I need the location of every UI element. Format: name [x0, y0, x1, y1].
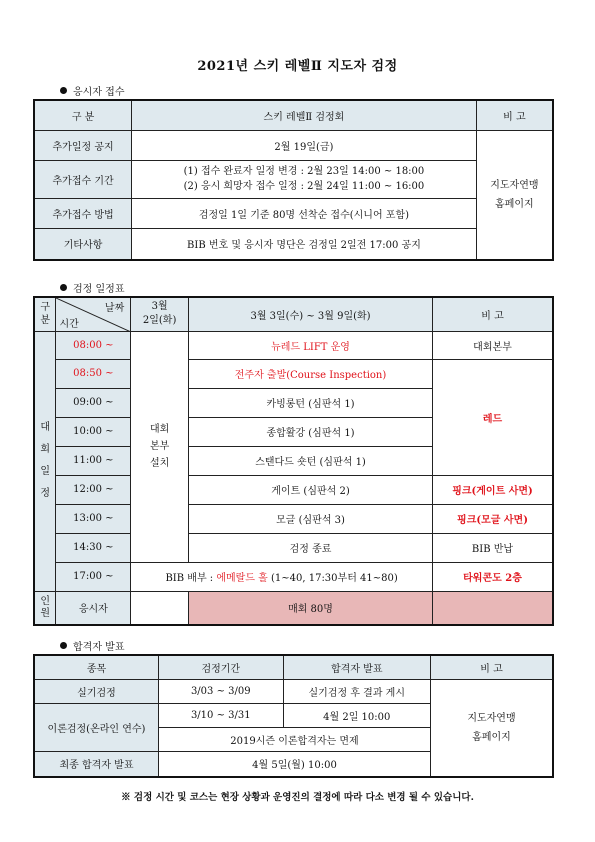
header-gubun: 구 분 — [34, 297, 56, 331]
time-cell: 08:50 ~ — [56, 359, 131, 388]
page-title: 2021년 스키 레벨Ⅱ 지도자 검정 — [197, 59, 398, 74]
bib-distribution-cell: BIB 배부 : 에메랄드 홀 (1~40, 17:30부터 41~80) — [131, 562, 433, 591]
schedule-table — [33, 296, 554, 626]
row-label-theory: 이론검정(온라인 연수) — [34, 703, 159, 751]
time-cell: 12:00 ~ — [56, 475, 131, 504]
event-cell: 검정 종료 — [189, 533, 433, 562]
practical-period: 3/03 ~ 3/09 — [159, 679, 284, 703]
section-heading-registration: 응시자 접수 — [60, 83, 124, 98]
row-label-period: 추가접수 기간 — [34, 160, 132, 198]
header-remark: 비 고 — [476, 100, 553, 130]
event-cell: 전주자 출발(Course Inspection) — [189, 359, 433, 388]
remark-cell: 지도자연맹 홈페이지 — [476, 130, 553, 260]
event-cell: 카빙롱턴 (심판석 1) — [189, 388, 433, 417]
header-category: 구 분 — [34, 100, 132, 130]
results-table — [33, 654, 554, 778]
time-cell: 17:00 ~ — [56, 562, 131, 591]
bullet-icon — [60, 284, 67, 291]
time-cell: 09:00 ~ — [56, 388, 131, 417]
time-cell: 08:00 ~ — [56, 331, 131, 359]
remark-cell: 지도자연맹 홈페이지 — [430, 679, 553, 777]
time-cell: 10:00 ~ — [56, 417, 131, 446]
row-value-method: 검정일 1일 기준 80명 선착순 접수(시니어 포함) — [132, 198, 477, 228]
bullet-icon — [60, 642, 67, 649]
practical-announce: 실기검정 후 결과 게시 — [283, 679, 430, 703]
row-value-period: (1) 접수 완료자 일정 변경 : 2월 23일 14:00 ~ 18:00 (2) 응시 희망자 접수 일정 : 2월 24일 11:00 ~ 16:00 — [132, 160, 477, 198]
header-announce: 합격자 발표 — [283, 655, 430, 679]
day1-cell: 대회 본부 설치 — [131, 331, 189, 562]
side-label-schedule: 대 회 일 정 — [34, 331, 56, 591]
remark-hq: 대회본부 — [433, 331, 554, 359]
bullet-icon — [60, 87, 67, 94]
time-cell: 13:00 ~ — [56, 504, 131, 533]
header-remark: 비 고 — [430, 655, 553, 679]
section-heading-results: 합격자 발표 — [60, 638, 124, 653]
header-period: 검정기간 — [159, 655, 284, 679]
remark-tower-condo: 타워콘도 2층 — [433, 562, 554, 591]
header-event: 스키 레벨Ⅱ 검정회 — [132, 100, 477, 130]
side-label-persons: 인 원 — [34, 591, 56, 625]
row-label-practical: 실기검정 — [34, 679, 159, 703]
theory-announce: 4월 2일 10:00 — [283, 703, 430, 727]
theory-period: 3/10 ~ 3/31 — [159, 703, 284, 727]
row-label-notice: 추가일정 공지 — [34, 130, 132, 160]
header-days: 3월 3일(수) ~ 3월 9일(화) — [189, 297, 433, 331]
header-date-time: 날짜 시간 — [56, 297, 131, 331]
footnote: ※ 검정 시간 및 코스는 현장 상황과 운영진의 결정에 따라 다소 변경 될 수 있습니다. — [121, 792, 474, 803]
remark-pink-mogul: 핑크(모글 사면) — [433, 504, 554, 533]
event-cell: 모글 (심판석 3) — [189, 504, 433, 533]
header-day1: 3월 2일(화) — [131, 297, 189, 331]
row-label-etc: 기타사항 — [34, 228, 132, 260]
time-cell: 14:30 ~ — [56, 533, 131, 562]
event-cell: 종합활강 (심판석 1) — [189, 417, 433, 446]
event-cell: 스탠다드 숏턴 (심판석 1) — [189, 446, 433, 475]
person-name: 응시자 — [56, 591, 131, 625]
header-item: 종목 — [34, 655, 159, 679]
row-value-etc: BIB 번호 및 응시자 명단은 검정일 2일전 17:00 공지 — [132, 228, 477, 260]
person-remark — [433, 591, 554, 625]
section-heading-schedule: 검정 일정표 — [60, 280, 124, 295]
header-remark: 비 고 — [433, 297, 554, 331]
row-label-final: 최종 합격자 발표 — [34, 751, 159, 777]
remark-pink-gate: 핑크(게이트 사면) — [433, 475, 554, 504]
row-label-method: 추가접수 방법 — [34, 198, 132, 228]
registration-table — [33, 99, 554, 261]
row-value-notice: 2월 19일(금) — [132, 130, 477, 160]
time-cell: 11:00 ~ — [56, 446, 131, 475]
final-value: 4월 5일(월) 10:00 — [159, 751, 431, 777]
person-value: 매회 80명 — [189, 591, 433, 625]
event-cell: 게이트 (심판석 2) — [189, 475, 433, 504]
person-empty — [131, 591, 189, 625]
remark-bib-return: BIB 반납 — [433, 533, 554, 562]
remark-red: 레드 — [433, 359, 554, 475]
theory-exempt: 2019시즌 이론합격자는 면제 — [159, 727, 431, 751]
event-cell: 뉴레드 LIFT 운영 — [189, 331, 433, 359]
